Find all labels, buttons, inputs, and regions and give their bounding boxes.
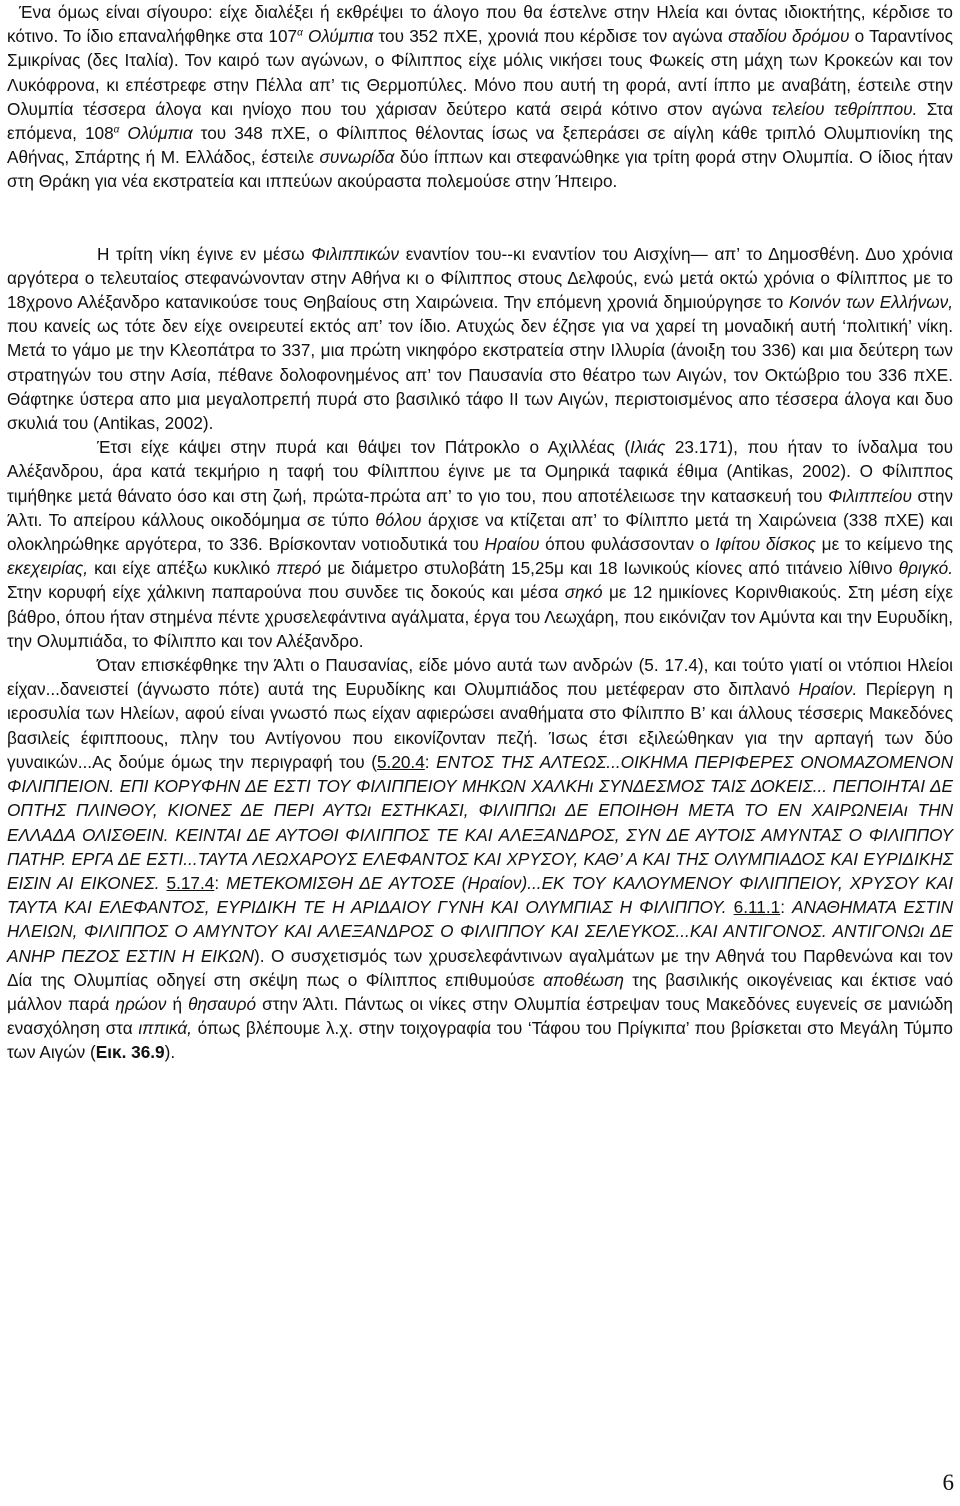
text-run: ). Ο συσχετισμός των χρυσελεφάντινων αγαλμάτων με την Αθηνά του Παρθενώνα και τον Δία της Ολυμπίας οδηγεί στη σκέψη πως ο Φίλιππος επιθυμούσε [7,945,953,990]
text-run: : [424,751,437,772]
text-run: Περίεργη η ιεροσυλία των Ηλείων, αφού είναι γνωστό πως είχαν αφιερώσει αναθήματα στο Φίλιππο Β’ και άλλους τέσσερις Μακεδόνες βασιλείς έφιπποους, πλην του Αντίγονου που εικονίζονταν πεζή. Ίσως έτσι εξιλεώθηκαν για την αρπαγή των δύο γυναικών...Ας δούμε όμως την περιγραφή του ( [7,679,953,772]
text-run: α [297,27,303,39]
text-run: δύο ίππων και στεφανώθηκε για τρίτη φορά στην Ολυμπία. Ο ίδιος ήταν στη Θράκη για νέα εκστρατεία και ιππεύων ακούραστα πολεμούσε στην Ήπειρο. [7,147,953,192]
text-run: όπως βλέπουμε λ.χ. στην τοιχογραφία του ‘Τάφου του Πρίγκιπα’ που βρίσκεται στο Μεγάλη Τύμπο των Αιγών ( [7,1018,953,1063]
text-run: Φιλιππικών [311,243,399,264]
text-run: συνωρίδα [319,147,395,168]
text-run: 23.171), που ήταν το ίνδαλμα του Αλέξανδρου, άρα κατά τεκμήριο η ταφή του Φίλιππου έγινε με τα Ομηρικά ταφικά έθιμα (Antikas, 2002). Ο Φίλιππος τιμήθηκε μετά θάνατο όσο και στη ζωή, πρώτα-πρώτα απ’ το γιο του, που αποτέλειωσε την κατασκευή του [7,437,954,506]
text-run: του 348 πΧΕ, ο Φίλιππος θέλοντας ίσως να ξεπεράσει σε αίγλη κάθε τριπλό Ολυμπιονίκη της Αθήνας, Σπάρτης ή Μ. Ελλάδος, έστειλε [7,123,953,168]
text-run: όπου φυλάσσονταν ο [539,534,716,555]
page-number: 6 [942,1470,954,1495]
text-run: σηκό [564,582,603,603]
text-run: άρχισε να κτίζεται απ’ το Φίλιππο μετά τη Χαιρώνεια (338 πΧΕ) και ολοκληρώθηκε αργότερα, το 336. Βρίσκονταν νοτιοδυτικά του [7,509,953,555]
text-run: Η τρίτη νίκη έγινε εν μέσω [97,243,312,264]
text-run: Ηραίου [484,534,540,555]
text-run: Ιλιάς [630,437,666,458]
text-run: εναντίον του--κι εναντίον του Αισχίνη— απ’ το Δημοσθένη. Δυο χρόνια αργότερα ο τελευταίος στεφανώνονταν στην Αθήνα κι ο Φίλιππος στους Δελφούς, ενώ μετά οκτώ χρόνια ο Φίλιππος με το 18χρονο Αλέξανδρο κατανικούσε τους Θηβαίους στη Χαιρώνεια. Την επόμενη χρονιά δημιούργησε το [7,243,954,313]
document-page [7,0,953,1065]
text-run: της βασιλικής οικογένειας και έκτισε ναό μάλλον παρά [7,969,953,1014]
text-run: Κοινόν των Ελλήνων, [788,292,953,313]
text-run: στην Άλτι. Πάντως οι νίκες στην Ολυμπία έστρεψαν τους Μακεδόνες ευγενείς σε μανιώδη ενασχόληση στα [7,993,953,1039]
text-run: σταδίου δρόμου [728,26,850,47]
text-run: Ολύμπια [127,123,193,144]
text-run: του 352 πΧΕ, χρονιά που κέρδισε τον αγώνα [373,26,729,47]
text-run: ΜΕΤΕΚΟΜΙΣΘΗ ΔΕ ΑΥΤΟΣΕ (Ηραίον)...ΕΚ ΤΟΥ ΚΑΛΟΥΜΕΝΟΥ ΦΙΛΙΠΠΕΙΟΥ, ΧΡΥΣΟΥ ΚΑΙ ΤΑΥΤΑ ΚΑΙ ΕΛΕΦΑΝΤΟΣ, ΕΥΡΙΔΙΚΗ ΤΕ Η ΑΡΙΔΑΙΟΥ ΓΥΝΗ ΚΑΙ ΟΛΥΜΠΙΑΣ Η ΦΙΛΙΠΠΟΥ. [7,872,954,918]
text-run: Ένα όμως είναι σίγουρο: είχε διαλέξει ή εκθρέψει το άλογο που θα έστελνε στην Ηλεία και όντας ιδιοκτήτης, κέρδισε το κότινο. Το ίδιο επαναλήφθηκε στα 107 [7,2,953,47]
text-run: Στην κορυφή είχε χάλκινη παπαρούνα που συνδεε τις δοκούς και μέσα [7,582,565,603]
text-run: στην Άλτι. Το απείρου κάλλους οικοδόμημα σε τύπο [7,485,954,530]
text-run: θριγκό. [898,558,953,579]
text-run: ΑΝΑΘΗΜΑΤΑ ΕΣΤΙΝ ΗΛΕΙΩΝ, ΦΙΛΙΠΠΟΣ Ο ΑΜΥΝΤΟΥ ΚΑΙ ΑΛΕΞΑΝΔΡΟΣ Ο ΦΙΛΙΠΠΟΥ ΚΑΙ ΣΕΛΕΥΚΟΣ...ΚΑΙ ΑΝΤΙΓΟΝΟΣ. ΑΝΤΙΓΟΝΩι ΔΕ ΑΝΗΡ ΠΕΖΟΣ ΕΣΤΙΝ Η ΕΙΚΩΝ [7,897,953,966]
text-run: : [780,897,793,918]
text-run: ο Ταραντίνος Σμικρίνας (δες Ιταλία). Τον καιρό των αγώνων, ο Φίλιππος είχε μόλις νικήσει τους Φωκείς στη μάχη των Κροκεών και τον Λυκόφρονα, κι επέστρεφε στην Πέλλα απ’ τις Θερμοπύλες. Μόνο που αυτή τη φορά, αντί ίππο με αναβάτη, έστειλε στην Ολυμπία τέσσερα άλογα και ηνίοχο που του χάρισαν δεύτερο κατά σειρά κότινο στον αγώνα [7,26,953,119]
paragraph-4 [7,653,953,1064]
text-run [727,897,734,917]
text-run: 5.17.4 [166,872,215,893]
paragraph-gap [7,194,953,242]
text-run: ΕΝΤΟΣ ΤΗΣ ΑΛΤΕΩΣ...ΟΙΚΗΜΑ ΠΕΡΙΦΕΡΕΣ ΟΝΟΜΑΖΟΜΕΝΟΝ ΦΙΛΙΠΠΕΙΟΝ. ΕΠΙ ΚΟΡΥΦΗΝ ΔΕ ΕΣΤΙ ΤΟΥ ΦΙΛΙΠΠΕΙΟΥ ΜΗΚΩΝ ΧΑΛΚΗι ΣΥΝΔΕΣΜΟΣ ΤΑΙΣ ΔΟΚΕΙΣ... ΠΕΠΟΙΗΤΑΙ ΔΕ ΟΠΤΗΣ ΠΛΙΝΘΟΥ, ΚΙΟΝΕΣ ΔΕ ΠΕΡΙ ΑΥΤΩι ΕΣΤΗΚΑΣΙ, ΦΙΛΙΠΠΩι ΔΕ ΕΠΟΙΗΘΗ ΜΕΤΑ ΤΟ ΕΝ ΧΑΙΡΩΝΕΙΑι ΤΗΝ ΕΛΛΑΔΑ ΟΛΙΣΘΕΙΝ. ΚΕΙΝΤΑΙ ΔΕ ΑΥΤΟΘΙ ΦΙΛΙΠΠΟΣ ΤΕ ΚΑΙ ΑΛΕΞΑΝΔΡΟΣ, ΣΥΝ ΔΕ ΑΥΤΟΙΣ ΑΜΥΝΤΑΣ Ο ΦΙΛΙΠΠΟΥ ΠΑΤΗΡ. ΕΡΓΑ ΔΕ ΕΣΤΙ...ΤΑΥΤΑ ΛΕΩΧΑΡΟΥΣ ΕΛΕΦΑΝΤΟΣ ΚΑΙ ΧΡΥΣΟΥ, ΚΑΘ’ Α ΚΑΙ ΤΗΣ ΟΛΥΜΠΙΑΔΟΣ ΚΑΙ ΕΥΡΙΔΙΚΗΣ ΕΙΣΙΝ ΑΙ ΕΙΚΟΝΕΣ. [7,751,954,893]
text-run: που κανείς ως τότε δεν είχε ονειρευτεί εκτός απ’ τον ίδιο. Ατυχώς δεν έζησε για να χαρεί τη μοναδική αυτή ‘πολιτική’ νίκη. Μετά το γάμο με την Κλεοπάτρα το 337, μια πρώτη νικηφόρο εκστρατεία στην Ιλλυρία (άνοιξη του 336) και μια δεύτερη των στρατηγών του στην Ασία, πέθανε δολοφονημένος απ’ τον Παυσανία στο θέατρο των Αιγών, τον Οκτώβριο του 336 πΧΕ. Θάφτηκε ύστερα απο μια μεγαλοπρεπή πυρά στο βασιλικό τάφο ΙΙ των Αιγών, περιστοισμένος απο τέσσερα άλογα και δυο σκυλιά του (Antikas, 2002). [7,316,953,434]
text-run: 6.11.1 [733,897,781,918]
text-run: Έτσι είχε κάψει στην πυρά και θάψει τον Πάτροκλο ο Αχιλλέας ( [97,437,631,458]
text-run: με διάμετρο στυλοβάτη 15,25μ και 18 Ιωνικούς κίονες από τιτάνειο λίθινο [321,558,899,579]
text-run: ιππικά, [138,1018,192,1039]
paragraph-2 [7,242,953,436]
text-run: θησαυρό [188,993,257,1014]
text-run: πτερό [276,558,322,579]
text-run: Στα επόμενα, 108 [7,98,954,144]
text-run: Ηραίον. [798,679,858,700]
text-run: αποθέωση [543,969,624,990]
text-run: ). [164,1042,176,1063]
text-run: Φιλιππείου [828,485,912,506]
paragraph-1 [7,0,953,194]
text-run: και είχε απέξω κυκλικό [88,558,277,579]
text-run: ή [166,993,189,1014]
text-run: με το κείμενο της [815,534,953,555]
text-run: ηρώον [115,993,167,1014]
text-run: θόλου [375,509,422,530]
text-run: : [214,872,227,893]
text-run: α [113,124,120,136]
text-run: εκεχειρίας, [7,558,89,579]
text-run [160,873,167,893]
text-run: 5.20.4 [376,751,425,772]
text-run: Ιφίτου δίσκος [715,534,816,555]
text-run: Εικ. 36.9 [95,1042,165,1063]
paragraph-3 [7,435,953,653]
text-run: Όταν επισκέφθηκε την Άλτι ο Παυσανίας, είδε μόνο αυτά των ανδρών (5. 17.4), και τούτο γιατί οι ντόπιοι Ηλείοι είχαν...δανειστεί (άγνωστο πότε) αυτά της Ευρυδίκης και Ολυμπιάδος που μετέφεραν στο διπλανό [7,655,953,700]
text-run: με 12 ημικίονες Κορινθιακούς. Στη μέση είχε βάθρο, όπου ήταν στημένα πέντε χρυσελεφάντινα αγάλματα, έργα του Λεωχάρη, που εικόνιζαν τον Αμύντα και την Ευρυδίκη, την Ολυμπιάδα, το Φίλιππο και τον Αλέξανδρο. [7,582,953,651]
text-run: τελείου τεθρίππου. [771,98,918,119]
text-run: Ολύμπια [308,26,374,47]
